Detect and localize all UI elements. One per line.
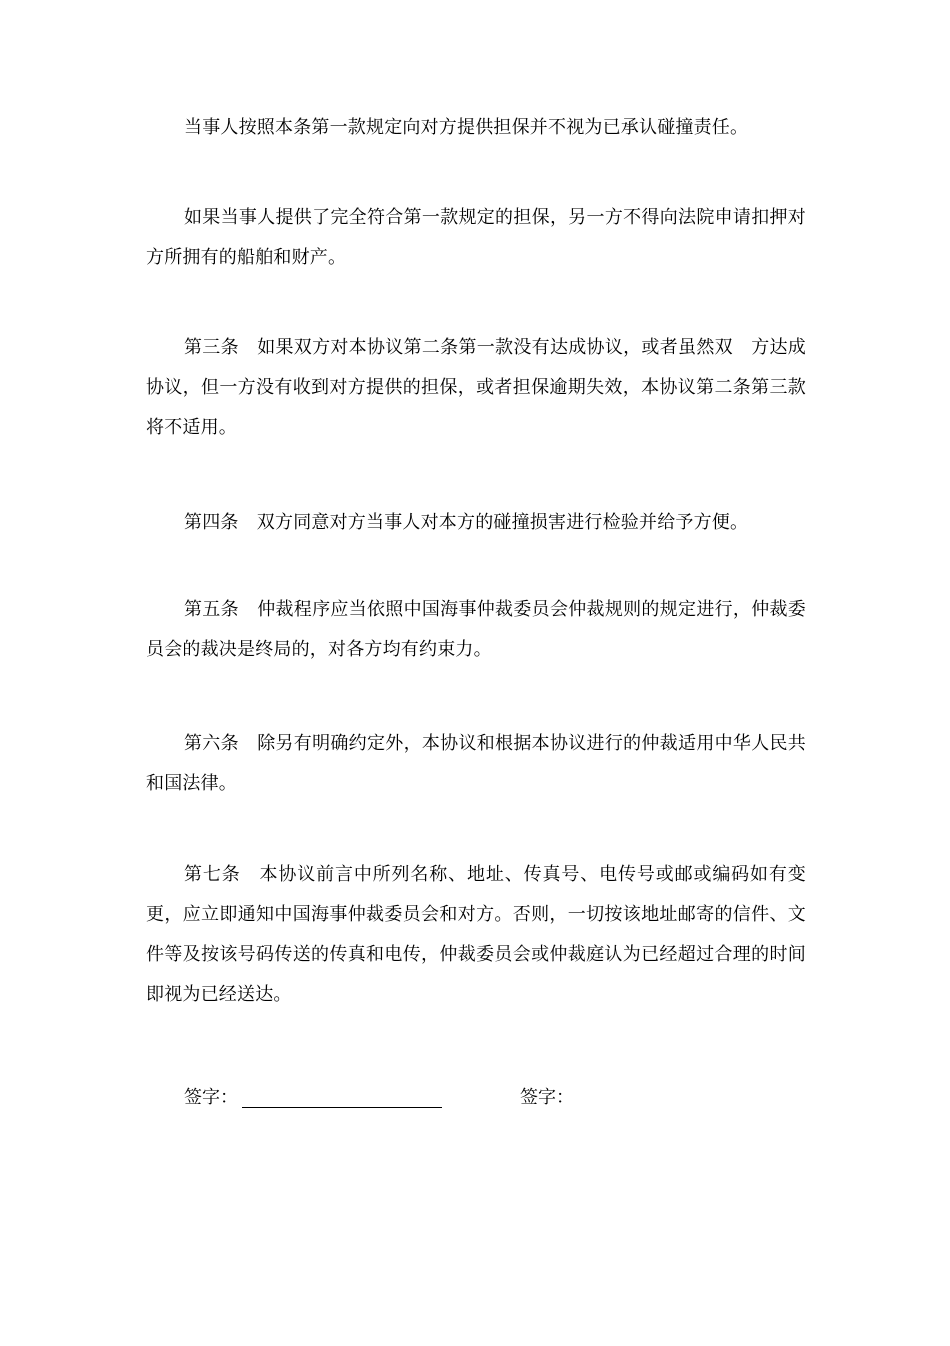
paragraph-article-4: 第四条 双方同意对方当事人对本方的碰撞损害进行检验并给予方便。 — [184, 512, 749, 533]
paragraph-guarantee-no-admission: 当事人按照本条第一款规定向对方提供担保并不视为已承认碰撞责任。 — [184, 117, 749, 138]
paragraph-article-3: 第三条 如果双方对本协议第二条第一款没有达成协议，或者虽然双 方达成协议，但一方没有收到对方提供的担保，或者担保逾期失效，本协议第二条第三款将不适用。 — [146, 337, 806, 438]
signature-label-right: 签字： — [520, 1087, 574, 1108]
paragraph-article-6: 第六条 除另有明确约定外，本协议和根据本协议进行的仲裁适用中华人民共和国法律。 — [146, 733, 806, 794]
paragraph-no-arrest: 如果当事人提供了完全符合第一款规定的担保，另一方不得向法院申请扣押对方所拥有的船舶和财产。 — [146, 207, 806, 268]
signature-line-left[interactable] — [242, 1107, 442, 1108]
signature-label-left: 签字： — [184, 1087, 238, 1108]
signature-row — [184, 1078, 804, 1118]
paragraph-article-7: 第七条 本协议前言中所列名称、地址、传真号、电传号或邮或编码如有变更，应立即通知中国海事仲裁委员会和对方。否则，一切按该地址邮寄的信件、文件等及按该号码传送的传真和电传，仲裁委员会或仲裁庭认为已经超过合理的时间即视为已经送达。 — [146, 864, 806, 1005]
paragraph-article-5: 第五条 仲裁程序应当依照中国海事仲裁委员会仲裁规则的规定进行，仲裁委员会的裁决是终局的，对各方均有约束力。 — [146, 599, 806, 660]
